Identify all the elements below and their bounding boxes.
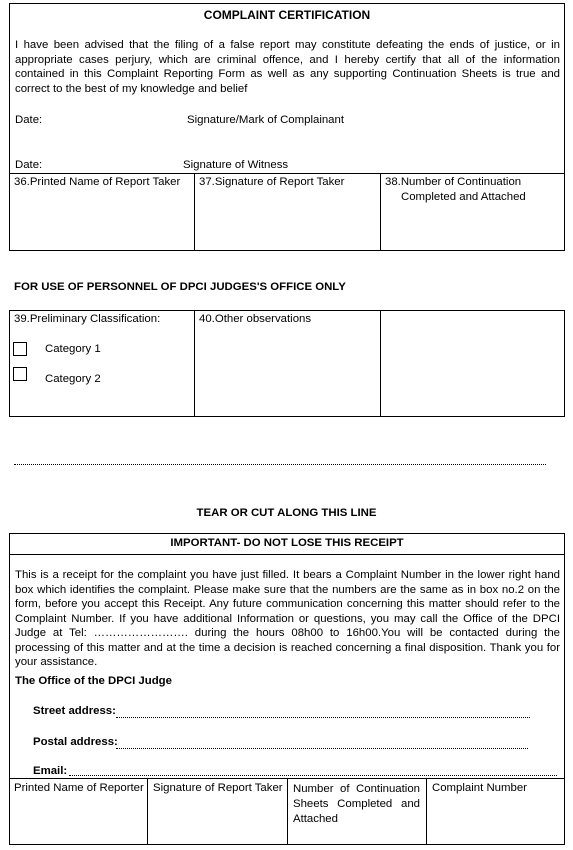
- tear-dotted-line: [14, 450, 546, 465]
- date-label-complainant: Date:: [15, 114, 43, 126]
- signature-witness-label[interactable]: Signature of Witness: [183, 159, 289, 171]
- certification-title: COMPLAINT CERTIFICATION: [203, 8, 371, 22]
- box39-preliminary-classification: 39.Preliminary Classification:: [14, 313, 161, 325]
- email-label: Email:: [33, 765, 68, 777]
- receipt-title: IMPORTANT- DO NOT LOSE THIS RECEIPT: [170, 537, 404, 549]
- category1-label: Category 1: [45, 343, 101, 355]
- postal-address-label: Postal address:: [33, 736, 118, 748]
- box36-report-taker-name[interactable]: 36.Printed Name of Report Taker: [14, 176, 181, 188]
- cert-col-divider-2: [380, 173, 381, 251]
- complaint-number-cell[interactable]: Complaint Number: [432, 782, 527, 794]
- receipt-col-divider-2: [287, 778, 288, 845]
- office-name: The Office of the DPCI Judge: [15, 675, 172, 687]
- dpci-col-divider-2: [380, 310, 381, 417]
- receipt-col-divider-1: [147, 778, 148, 845]
- date-label-witness: Date:: [15, 159, 43, 171]
- box37-report-taker-signature[interactable]: 37.Signature of Report Taker: [199, 176, 345, 188]
- certification-statement: I have been advised that the filing of a false report may constitute defeating the ends of justice, or in appropriate cases perjury, which are criminal offence, and I hereby certify that all of the information contained in this Complaint Reporting Form as well as any supporting Continuation Sheets is true and correct to the best of my knowledge and belief: [15, 39, 560, 95]
- street-address-field[interactable]: [116, 705, 530, 718]
- box40-other-observations[interactable]: 40.Other observations: [199, 313, 312, 325]
- category1-checkbox[interactable]: [13, 342, 27, 356]
- cert-divider: [9, 173, 565, 174]
- printed-name-reporter-cell[interactable]: Printed Name of Reporter: [14, 782, 144, 794]
- street-address-label: Street address:: [33, 705, 116, 717]
- dpci-col-divider-1: [194, 310, 195, 417]
- continuation-sheets-cell[interactable]: Number of Continuation Sheets Completed and Attached: [293, 783, 420, 825]
- category2-label: Category 2: [45, 373, 101, 385]
- dpci-box: [9, 310, 565, 417]
- receipt-title-divider: [9, 554, 565, 555]
- category2-checkbox[interactable]: [13, 367, 27, 381]
- signature-complainant-label[interactable]: Signature/Mark of Complainant: [187, 114, 345, 126]
- dpci-section-heading: FOR USE OF PERSONNEL OF DPCI JUDGES'S OFFICE ONLY: [14, 281, 346, 293]
- receipt-body: This is a receipt for the complaint you have just filled. It bears a Complaint Number in the lower right hand box which identifies the complaint. Please make sure that the numbers are the same as in box no.2 on the form, before you accept this Receipt. Any future communication concerning this matter should refer to the Complaint Number. If you have additional Information or questions, you may call the Office of the DPCI Judge at Tel: ……………………. during the hours 08h00 to 16h00.You will be contacted during the processing of this matter and at the time a decision is reached concerning a final disposition. Thank you for your assistance.: [15, 569, 560, 668]
- email-field[interactable]: [69, 765, 557, 776]
- postal-address-field[interactable]: [116, 736, 528, 749]
- receipt-col-divider-3: [426, 778, 427, 845]
- tear-line-label: TEAR OR CUT ALONG THIS LINE: [196, 507, 377, 519]
- box38-continuation-line2: Completed and Attached: [401, 191, 526, 203]
- signature-report-taker-cell[interactable]: Signature of Report Taker: [153, 782, 283, 794]
- cert-col-divider-1: [194, 173, 195, 251]
- box38-continuation-line1[interactable]: 38.Number of Continuation: [385, 176, 522, 188]
